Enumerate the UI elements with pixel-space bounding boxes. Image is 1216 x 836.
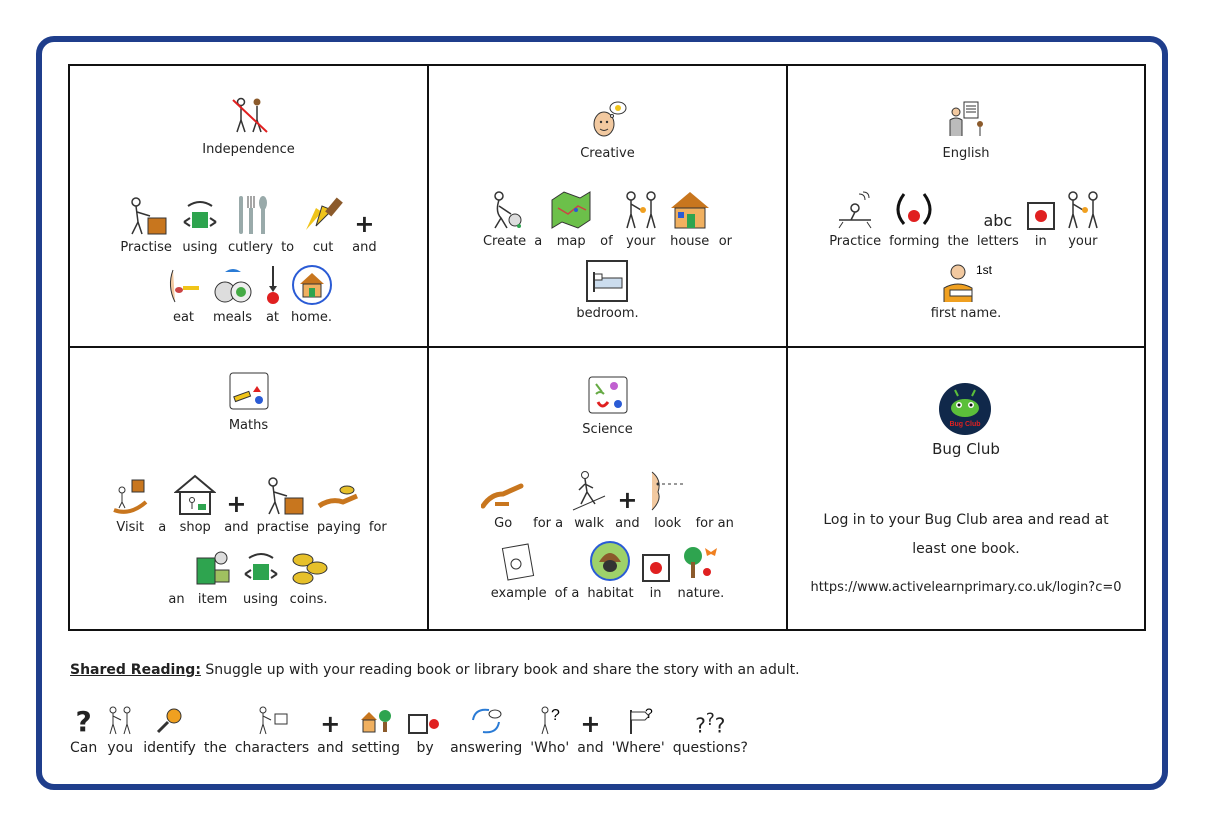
bug-club-instructions: Log in to your Bug Club area and read at least one book. <box>823 512 1109 557</box>
question-mark-icon: ? <box>75 705 92 738</box>
word-label: of <box>600 234 613 249</box>
word-setting <box>352 704 401 756</box>
word-label: for a <box>533 516 564 531</box>
word-or <box>719 186 732 249</box>
word-questions <box>673 704 748 756</box>
word-symbol <box>359 704 393 736</box>
word-label: map <box>556 234 586 249</box>
word-symbol <box>408 704 442 736</box>
cell-title: Science <box>582 422 633 437</box>
word-symbol <box>681 538 721 582</box>
word-a <box>534 186 542 249</box>
word-cut <box>302 192 344 255</box>
science-icon <box>588 376 628 414</box>
word-symbol <box>1027 186 1055 230</box>
word-symbol <box>580 704 600 736</box>
word-symbol <box>535 704 565 736</box>
plus-icon: + <box>617 486 638 514</box>
word-label: shop <box>179 520 211 535</box>
word-characters <box>235 704 309 756</box>
word-using <box>180 192 220 255</box>
word-you <box>105 704 135 756</box>
word-label: and <box>577 740 604 756</box>
word-symbol <box>110 472 150 516</box>
word-practice <box>829 186 881 249</box>
bug-club-logo <box>938 382 992 436</box>
word-for <box>369 472 387 535</box>
word-label: Can <box>70 740 98 756</box>
word-label: a <box>158 520 167 535</box>
word-symbol <box>481 468 525 512</box>
word-symbol <box>469 704 503 736</box>
word-label: habitat <box>587 586 634 601</box>
word-label: paying <box>316 520 361 535</box>
word-home <box>291 262 333 325</box>
word-habitat <box>587 538 633 601</box>
bug-club-link[interactable]: https://www.activelearnprimary.co.uk/login?c=0 <box>810 580 1122 595</box>
word-label: Visit <box>116 520 145 535</box>
svg-text:Bug Club: Bug Club <box>949 421 981 428</box>
word-label: the <box>203 740 227 756</box>
word-symbol <box>255 704 289 736</box>
word-for-an <box>696 468 734 531</box>
word-label: walk <box>574 516 605 531</box>
word-and <box>317 704 343 756</box>
shared-reading-text: Shared Reading: Snuggle up with your reading book or library book and share the story with an adult. <box>70 662 800 678</box>
word-symbol <box>241 544 281 588</box>
word-symbol <box>648 468 688 512</box>
word-label: for <box>368 520 387 535</box>
word-your <box>1063 186 1103 249</box>
word-item <box>193 544 233 607</box>
word-label: to <box>281 240 295 255</box>
word-map <box>550 186 592 249</box>
cell-maths <box>70 348 429 629</box>
word-label: look <box>654 516 682 531</box>
word-symbol <box>320 704 340 736</box>
word-label: at <box>265 310 280 325</box>
word-meals <box>211 262 255 325</box>
word-who <box>530 704 569 756</box>
word-a <box>158 472 166 535</box>
word-practise <box>257 472 309 535</box>
word-label: home. <box>291 310 332 325</box>
plus-icon: + <box>354 210 375 238</box>
word-symbol <box>289 544 329 588</box>
word-forming <box>889 186 939 249</box>
word-label: house <box>670 234 710 249</box>
word-label: meals <box>212 310 252 325</box>
word-for-a <box>533 468 563 531</box>
word-symbol <box>550 186 592 230</box>
word-label: forming <box>889 234 940 249</box>
question-sentence <box>66 704 752 756</box>
word-label: using <box>243 592 279 607</box>
word-symbol <box>263 262 283 306</box>
word-label: by <box>416 740 434 756</box>
word-label: for an <box>695 516 734 531</box>
word-label: and <box>224 520 249 535</box>
word-symbol <box>233 192 269 236</box>
word-an <box>168 544 184 607</box>
word-label: first name. <box>930 306 1002 321</box>
svg-text:?: ? <box>550 707 560 724</box>
word-label: example <box>490 586 547 601</box>
word-symbol <box>589 538 631 582</box>
question-marks-icon: ??? <box>695 710 726 738</box>
word-eat <box>165 262 203 325</box>
word-symbol <box>983 186 1012 230</box>
word-symbol <box>936 258 996 302</box>
abc-icon: abc <box>983 211 1013 230</box>
word-label: practise <box>256 520 309 535</box>
word-to <box>281 192 294 255</box>
word-and <box>224 472 248 535</box>
word-of <box>600 186 613 249</box>
word-symbol <box>586 258 628 302</box>
sentence-line <box>70 262 427 325</box>
independence-icon <box>229 96 269 134</box>
shared-reading-label: Shared Reading: <box>70 662 201 678</box>
svg-text:1st: 1st <box>975 263 992 277</box>
word-symbol <box>485 186 525 230</box>
cell-title: English <box>942 146 990 161</box>
word-symbol <box>833 186 877 230</box>
word-symbol <box>180 192 220 236</box>
english-icon <box>946 100 986 138</box>
word-at <box>263 262 283 325</box>
word-paying <box>317 472 361 535</box>
maths-icon <box>229 372 269 410</box>
word-label: eat <box>172 310 195 325</box>
word-house <box>669 186 711 249</box>
word-symbol <box>193 544 233 588</box>
word-by <box>408 704 442 756</box>
word-label: bedroom. <box>576 306 639 321</box>
word-symbol <box>291 262 333 306</box>
word-label: coins. <box>289 592 328 607</box>
word-label: 'Who' <box>530 740 570 756</box>
word-the <box>204 704 227 756</box>
word-symbol <box>892 186 936 230</box>
word-symbol <box>105 704 135 736</box>
word-label: Go <box>494 516 513 531</box>
plus-icon: + <box>226 490 247 518</box>
word-label: in <box>1034 234 1047 249</box>
word-label: setting <box>351 740 401 756</box>
word-coins <box>289 544 329 607</box>
word-the <box>948 186 969 249</box>
word-label: you <box>107 740 134 756</box>
word-walk <box>571 468 607 531</box>
word-bedroom <box>576 258 638 321</box>
cell-independence <box>70 66 429 348</box>
cell-creative <box>429 66 788 348</box>
cell-title: Independence <box>202 142 295 157</box>
word-label: Practice <box>829 234 882 249</box>
word-and-2 <box>577 704 603 756</box>
sentence-line <box>429 186 786 249</box>
plus-icon: + <box>320 710 341 738</box>
word-label: cutlery <box>227 240 274 255</box>
word-label: the <box>947 234 969 249</box>
word-label: item <box>197 592 228 607</box>
word-symbol <box>621 704 655 736</box>
word-symbol <box>669 186 711 230</box>
sentence-line <box>788 186 1144 249</box>
word-label: Create <box>482 234 527 249</box>
word-label: 'Where' <box>611 740 665 756</box>
word-symbol <box>571 468 607 512</box>
word-practise <box>120 192 172 255</box>
word-shop <box>174 472 216 535</box>
cell-bugclub <box>788 348 1144 629</box>
word-where <box>612 704 665 756</box>
word-symbol <box>317 472 361 516</box>
plus-icon: + <box>580 710 601 738</box>
word-label: or <box>718 234 732 249</box>
word-label: a <box>534 234 543 249</box>
word-letters <box>977 186 1019 249</box>
word-label: Practise <box>120 240 172 255</box>
word-your <box>621 186 661 249</box>
word-using <box>241 544 281 607</box>
cell-title: Creative <box>580 146 635 161</box>
word-symbol <box>642 538 670 582</box>
word-symbol <box>226 472 246 516</box>
word-symbol <box>617 468 637 512</box>
creative-icon <box>588 100 628 138</box>
word-symbol <box>354 192 374 236</box>
word-symbol <box>165 262 203 306</box>
word-label: answering <box>450 740 523 756</box>
word-and <box>615 468 639 531</box>
word-label: in <box>649 586 662 601</box>
sentence-line <box>70 192 427 255</box>
word-go <box>481 468 525 531</box>
word-and <box>352 192 376 255</box>
word-symbol <box>211 262 255 306</box>
word-label: nature. <box>677 586 725 601</box>
word-cutlery <box>228 192 273 255</box>
word-label: your <box>1068 234 1098 249</box>
sentence-line <box>70 472 427 535</box>
word-nature <box>678 538 725 601</box>
sentence-line <box>429 538 786 601</box>
cell-title: Maths <box>228 418 269 433</box>
word-label: cut <box>312 240 334 255</box>
word-symbol <box>501 538 537 582</box>
word-label: and <box>352 240 377 255</box>
word-label: and <box>615 516 640 531</box>
word-example <box>491 538 547 601</box>
word-answering <box>450 704 522 756</box>
word-label: letters <box>976 234 1019 249</box>
word-label: identify <box>143 740 196 756</box>
sentence-line <box>788 258 1144 321</box>
word-symbol <box>1063 186 1103 230</box>
svg-text:?: ? <box>645 706 653 721</box>
word-symbol <box>621 186 661 230</box>
word-in <box>1027 186 1055 249</box>
word-label: questions? <box>672 740 748 756</box>
word-symbol <box>695 704 725 736</box>
word-label: using <box>182 240 218 255</box>
word-label: characters <box>234 740 310 756</box>
cell-english <box>788 66 1144 348</box>
word-label: of a <box>554 586 580 601</box>
bug-club-title: Bug Club <box>932 440 1000 458</box>
word-create <box>483 186 526 249</box>
word-symbol <box>302 192 344 236</box>
word-symbol <box>261 472 305 516</box>
word-symbol <box>174 472 216 516</box>
word-can <box>70 704 97 756</box>
word-symbol <box>75 704 91 736</box>
word-of-a <box>555 538 580 601</box>
cell-science <box>429 348 788 629</box>
word-label: an <box>168 592 185 607</box>
word-symbol <box>124 192 168 236</box>
word-look <box>648 468 688 531</box>
word-label: and <box>317 740 344 756</box>
word-label: your <box>626 234 656 249</box>
sentence-line <box>429 258 786 321</box>
word-symbol <box>154 704 186 736</box>
sentence-line <box>70 544 427 607</box>
sentence-line <box>429 468 786 531</box>
activity-grid <box>68 64 1146 631</box>
word-in <box>642 538 670 601</box>
word-first-name <box>931 258 1002 321</box>
word-visit <box>110 472 150 535</box>
word-identify <box>143 704 196 756</box>
